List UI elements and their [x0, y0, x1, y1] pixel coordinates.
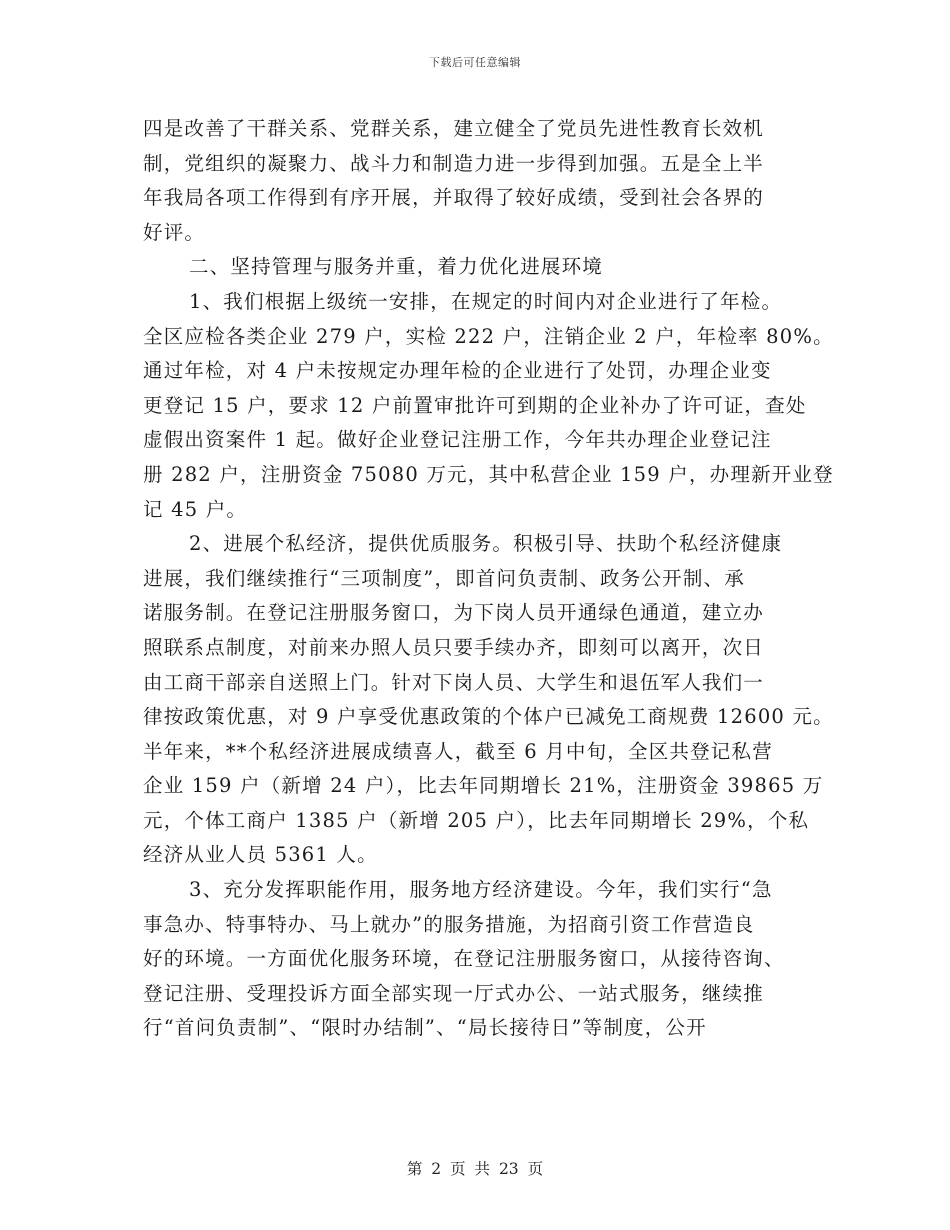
text-line: 册 282 户，注册资金 75080 万元，其中私营企业 159 户，办理新开业登: [143, 462, 834, 486]
text-line: 诺服务制。在登记注册服务窗口，为下岗人员开通绿色通道，建立办: [143, 601, 765, 625]
text-line: 通过年检，对 4 户未按规定办理年检的企业进行了处罚，办理企业变: [143, 359, 772, 383]
text-line: 更登记 15 户，要求 12 户前置审批许可到期的企业补办了许可证，查处: [143, 393, 807, 417]
page-header: 下载后可任意编辑: [429, 56, 521, 69]
text-line: 好评。: [143, 220, 206, 244]
text-line: 年我局各项工作得到有序开展，并取得了较好成绩，受到社会各界的: [143, 186, 765, 210]
text-line: 四是改善了干群关系、党群关系，建立健全了党员先进性教育长效机: [143, 117, 765, 140]
text-line: 制，党组织的凝聚力、战斗力和制造力进一步得到加强。五是全上半: [143, 151, 765, 175]
text-line: 律按政策优惠，对 9 户享受优惠政策的个体户已减免工商规费 12600 元。: [143, 705, 834, 729]
text-line: 经济从业人员 5361 人。: [143, 843, 378, 867]
document-body: [143, 112, 843, 1046]
text-line: 照联系点制度，对前来办照人员只要手续办齐，即刻可以离开，次日: [143, 635, 765, 659]
text-line: 全区应检各类企业 279 户，实检 222 户，注销企业 2 户，年检率 80%。: [143, 324, 834, 348]
section-heading: 二、坚持管理与服务并重，着力优化进展环境: [189, 255, 604, 279]
text-line: 半年来，**个私经济进展成绩喜人，截至 6 月中旬，全区共登记私营: [143, 739, 773, 763]
text-line: 行“首问负责制”、“限时办结制”、“局长接待日”等制度，公开: [143, 1016, 707, 1040]
text-line: 记 45 户。: [143, 497, 248, 521]
text-line: 事急办、特事特办、马上就办”的服务措施，为招商引资工作营造良: [143, 912, 755, 936]
text-line: 好的环境。一方面优化服务环境，在登记注册服务窗口，从接待咨询、: [143, 947, 785, 971]
text-line: 进展，我们继续推行“三项制度”，即首问负责制、政务公开制、承: [143, 566, 745, 590]
text-line: 登记注册、受理投诉方面全部实现一厅式办公、一站式服务，继续推: [143, 981, 765, 1005]
text-line: 1、我们根据上级统一安排，在规定的时间内对企业进行了年检。: [189, 289, 783, 313]
text-line: 企业 159 户（新增 24 户），比去年同期增长 21%，注册资金 39865 万: [143, 774, 824, 798]
text-line: 3、充分发挥职能作用，服务地方经济建设。今年，我们实行“急: [189, 878, 773, 902]
page-number: 第 2 页 共 23 页: [406, 1160, 544, 1178]
text-line: 虚假出资案件 1 起。做好企业登记注册工作，今年共办理企业登记注: [143, 428, 772, 452]
text-line: 2、进展个私经济，提供优质服务。积极引导、扶助个私经济健康: [189, 532, 783, 556]
text-line: 由工商干部亲自送照上门。针对下岗人员、大学生和退伍军人我们一: [143, 670, 765, 694]
text-line: 元，个体工商户 1385 户（新增 205 户），比去年同期增长 29%，个私: [143, 808, 810, 832]
